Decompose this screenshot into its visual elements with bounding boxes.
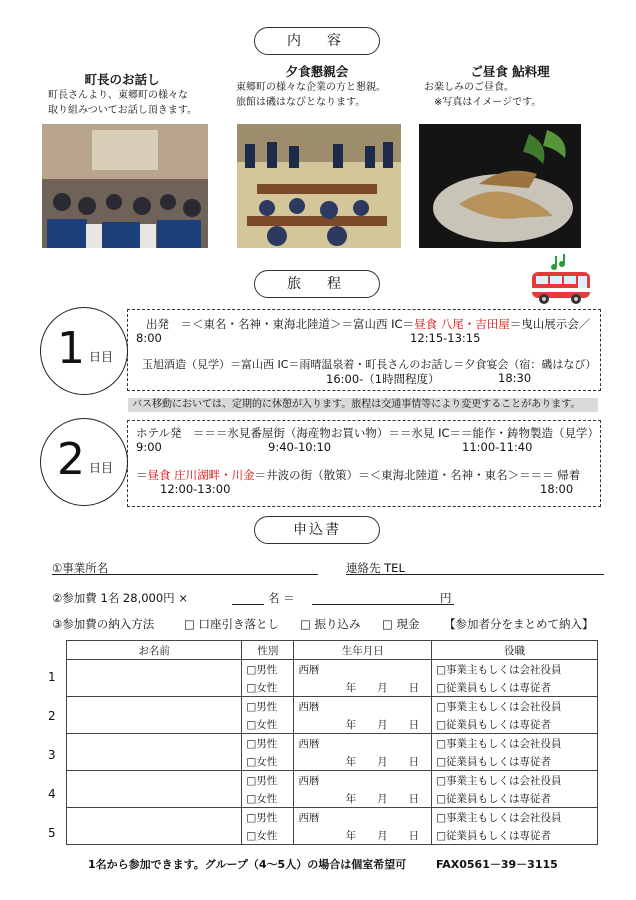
tel-label: 連絡先 TEL	[346, 561, 405, 575]
bus-icon	[528, 252, 594, 308]
ayu-fish-photo	[419, 124, 581, 248]
day1-route-part3: ＝曳山展示会／	[509, 317, 591, 331]
table-row	[67, 734, 598, 753]
day2-time-return: 18:00	[540, 482, 574, 496]
role-employee-checkbox[interactable]: □従業員もしくは専従者	[432, 789, 598, 808]
column-title-dinner: 夕食懇親会	[285, 64, 349, 79]
column-desc-lunch: お楽しみのご昼食。 ※写真はイメージです。	[424, 82, 542, 108]
row-number: 4	[48, 787, 56, 801]
day1-route-part1: 出発 ＝＜東名・名神・東海北陸道＞＝富山西 IC＝	[146, 317, 415, 331]
day1-suffix: 日目	[89, 350, 114, 364]
role-employee-checkbox[interactable]: □従業員もしくは専従者	[432, 715, 598, 734]
gender-male-checkbox[interactable]: □男性	[242, 808, 294, 827]
day2-route-line2	[136, 467, 580, 483]
column-desc-dinner: 東郷町の様々な企業の方と懇親。 旅館は磯はなびとなります。	[236, 82, 386, 108]
role-owner-checkbox[interactable]: □事業主もしくは会社役員	[432, 660, 598, 679]
day2-time-himi: 9:40-10:10	[268, 440, 332, 454]
tel-field[interactable]	[346, 574, 604, 575]
name-cell[interactable]	[67, 808, 242, 845]
table-row	[67, 697, 598, 716]
gender-female-checkbox[interactable]: □女性	[242, 678, 294, 697]
day1-route-line1	[146, 316, 590, 332]
gender-male-checkbox[interactable]: □男性	[242, 697, 294, 716]
payment-method-cash[interactable]: □ 現金	[382, 617, 420, 631]
role-owner-checkbox[interactable]: □事業主もしくは会社役員	[432, 697, 598, 716]
day1-time-arrival: 16:00-（1時間程度）	[326, 372, 440, 386]
row-number: 3	[48, 748, 56, 762]
column-title-lunch: ご昼食 鮎料理	[470, 64, 550, 79]
gender-female-checkbox[interactable]: □女性	[242, 826, 294, 845]
role-owner-checkbox[interactable]: □事業主もしくは会社役員	[432, 808, 598, 827]
name-cell[interactable]	[67, 697, 242, 734]
day2-time-nousaku: 11:00-11:40	[462, 440, 533, 454]
day2-suffix: 日目	[89, 461, 114, 475]
table-row	[67, 808, 598, 827]
column-title-mayor-talk: 町長のお話し	[84, 72, 160, 87]
company-name-field[interactable]	[52, 574, 318, 575]
birth-era-label: 西暦	[294, 660, 432, 679]
day1-time-start: 8:00	[136, 331, 162, 345]
row-number: 2	[48, 709, 56, 723]
role-employee-checkbox[interactable]: □従業員もしくは専従者	[432, 678, 598, 697]
payment-method-transfer[interactable]: □ 振り込み	[300, 617, 361, 631]
fee-total-field[interactable]	[312, 604, 454, 605]
birthdate-field[interactable]: 年 月 日	[294, 715, 432, 734]
name-cell[interactable]	[67, 771, 242, 808]
section-application-heading: 申込書	[254, 516, 380, 544]
header-gender: 性別	[242, 641, 294, 660]
company-name-label: ①事業所名	[52, 561, 109, 575]
row-number: 5	[48, 826, 56, 840]
day1-time-lunch: 12:15-13:15	[410, 331, 481, 345]
day2-number: 2	[57, 434, 85, 485]
participant-count-field[interactable]	[232, 604, 264, 605]
role-employee-checkbox[interactable]: □従業員もしくは専従者	[432, 752, 598, 771]
day2-route-line1: ホテル発 ＝＝＝氷見番屋街（海産物お買い物）＝＝氷見 IC＝＝能作・鋳物製造（見学）	[136, 426, 599, 440]
fee-unit-label: 名 ＝	[268, 591, 295, 605]
birthdate-field[interactable]: 年 月 日	[294, 826, 432, 845]
day2-badge	[40, 418, 128, 506]
birth-era-label: 西暦	[294, 697, 432, 716]
day2-time-depart: 9:00	[136, 440, 162, 454]
gender-female-checkbox[interactable]: □女性	[242, 789, 294, 808]
fee-yen-label: 円	[440, 591, 452, 605]
day2-lunch-red: 昼食 庄川湖畔・川金	[147, 468, 255, 482]
birth-era-label: 西暦	[294, 734, 432, 753]
payment-method-debit[interactable]: □ 口座引き落とし	[184, 617, 280, 631]
table-header-row	[67, 641, 598, 660]
mayor-talk-photo	[42, 124, 208, 248]
birthdate-field[interactable]: 年 月 日	[294, 789, 432, 808]
role-owner-checkbox[interactable]: □事業主もしくは会社役員	[432, 734, 598, 753]
gender-female-checkbox[interactable]: □女性	[242, 715, 294, 734]
footer-fax: FAX0561－39－3115	[436, 858, 558, 871]
section-contents-heading: 内 容	[254, 27, 380, 55]
table-row	[67, 660, 598, 679]
name-cell[interactable]	[67, 660, 242, 697]
dinner-party-photo	[237, 124, 401, 248]
header-name: お名前	[67, 641, 242, 660]
day1-time-dinner: 18:30	[498, 371, 532, 385]
header-position: 役職	[432, 641, 598, 660]
day1-lunch-red: 昼食 八尾・吉田屋	[414, 317, 510, 331]
birth-era-label: 西暦	[294, 808, 432, 827]
day1-badge	[40, 307, 128, 395]
payment-method-note: 【参加者分をまとめて納入】	[444, 617, 594, 631]
role-employee-checkbox[interactable]: □従業員もしくは専従者	[432, 826, 598, 845]
travel-note: バス移動においては、定期的に休憩が入ります。旅程は交通事情等により変更することがあります。	[128, 398, 598, 412]
name-cell[interactable]	[67, 734, 242, 771]
gender-male-checkbox[interactable]: □男性	[242, 771, 294, 790]
header-birthdate: 生年月日	[294, 641, 432, 660]
gender-male-checkbox[interactable]: □男性	[242, 734, 294, 753]
row-number: 1	[48, 670, 56, 684]
footer-note: 1名から参加できます。グループ（4～5人）の場合は個室希望可	[88, 858, 407, 871]
gender-male-checkbox[interactable]: □男性	[242, 660, 294, 679]
payment-method-label: ③参加費の納入方法	[52, 617, 155, 631]
section-itinerary-heading: 旅 程	[254, 270, 380, 298]
birth-era-label: 西暦	[294, 771, 432, 790]
day2-time-lunch: 12:00-13:00	[160, 482, 231, 496]
day2-route-part1: ＝	[136, 468, 148, 482]
day1-number: 1	[57, 323, 85, 374]
birthdate-field[interactable]: 年 月 日	[294, 752, 432, 771]
role-owner-checkbox[interactable]: □事業主もしくは会社役員	[432, 771, 598, 790]
birthdate-field[interactable]: 年 月 日	[294, 678, 432, 697]
participant-table	[66, 640, 598, 845]
gender-female-checkbox[interactable]: □女性	[242, 752, 294, 771]
fee-label: ②参加費 1名 28,000円 ×	[52, 591, 188, 605]
column-desc-mayor-talk: 町長さんより、東郷町の様々な 取り組みついてお話し頂きます。	[48, 90, 197, 116]
day2-route-part3: ＝井波の街（散策）＝＜東海北陸道・名神・東名＞＝＝＝ 帰着	[254, 468, 581, 482]
table-row	[67, 771, 598, 790]
day1-route-line2: 玉旭酒造（見学）＝富山西 IC＝雨晴温泉着・町長さんのお話し＝夕食宴会（宿：磯はなび）	[142, 358, 597, 371]
